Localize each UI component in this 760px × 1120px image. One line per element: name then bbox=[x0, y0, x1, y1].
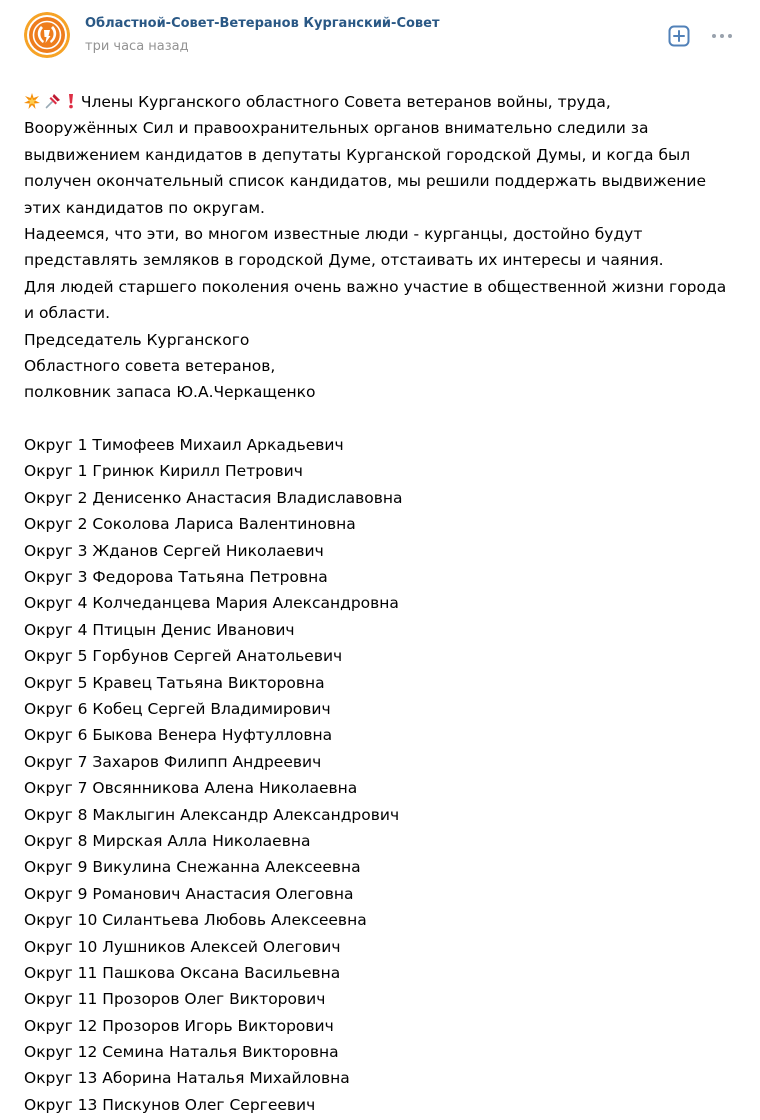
intro-line: Для людей старшего поколения очень важно участие в общественной жизни города bbox=[24, 277, 727, 296]
collision-emoji-icon bbox=[24, 91, 40, 117]
candidate-item: Округ 4 Колчеданцева Мария Александровна bbox=[24, 594, 399, 613]
blank-line bbox=[24, 406, 744, 432]
add-button[interactable] bbox=[667, 24, 691, 48]
candidate-item: Округ 12 Прозоров Игорь Викторович bbox=[24, 1016, 334, 1035]
candidate-item: Округ 1 Тимофеев Михаил Аркадьевич bbox=[24, 436, 344, 455]
signature-line: Областного совета ветеранов, bbox=[24, 356, 276, 375]
veterans-emblem-icon bbox=[24, 12, 70, 58]
author-name[interactable]: Областной-Совет-Ветеранов Курганский-Совет bbox=[85, 16, 440, 31]
intro-line: получен окончательный список кандидатов, мы решили поддержать выдвижение bbox=[24, 172, 706, 191]
signature-line: полковник запаса Ю.А.Черкащенко bbox=[24, 383, 316, 402]
candidate-item: Округ 11 Прозоров Олег Викторович bbox=[24, 990, 326, 1009]
candidate-item: Округ 9 Романович Анастасия Олеговна bbox=[24, 884, 354, 903]
candidate-item: Округ 2 Денисенко Анастасия Владиславовна bbox=[24, 488, 403, 507]
candidate-item: Округ 12 Семина Наталья Викторовна bbox=[24, 1043, 339, 1062]
candidate-item: Округ 3 Жданов Сергей Николаевич bbox=[24, 541, 324, 560]
more-button[interactable] bbox=[710, 24, 734, 48]
candidate-item: Округ 10 Силантьева Любовь Алексеевна bbox=[24, 911, 367, 930]
candidate-item: Округ 13 Аборина Наталья Михайловна bbox=[24, 1069, 350, 1088]
intro-text-0: Члены Курганского областного Совета ветеранов войны, труда, bbox=[80, 93, 611, 111]
post-header bbox=[0, 0, 760, 80]
candidate-item: Округ 11 Пашкова Оксана Васильевна bbox=[24, 963, 341, 982]
intro-line: Вооружённых Сил и правоохранительных органов внимательно следили за bbox=[24, 119, 649, 138]
candidate-item: Округ 2 Соколова Лариса Валентиновна bbox=[24, 515, 356, 534]
intro-line: этих кандидатов по округам. bbox=[24, 198, 265, 217]
candidate-item: Округ 4 Птицын Денис Иванович bbox=[24, 620, 295, 639]
avatar[interactable] bbox=[24, 12, 70, 58]
candidate-item: Округ 7 Овсянникова Алена Николаевна bbox=[24, 779, 358, 798]
candidate-item: Округ 6 Кобец Сергей Владимирович bbox=[24, 699, 331, 718]
plus-square-icon bbox=[667, 24, 691, 48]
post-text bbox=[24, 89, 744, 1118]
signature-line: Председатель Курганского bbox=[24, 330, 250, 349]
intro-line: выдвижением кандидатов в депутаты Курганской городской Думы, и когда был bbox=[24, 145, 691, 164]
intro-line-first bbox=[24, 89, 744, 115]
intro-line: представлять земляков в городской Думе, отстаивать их интересы и чаяния. bbox=[24, 251, 664, 270]
candidate-list bbox=[24, 432, 744, 1118]
candidate-item: Округ 5 Горбунов Сергей Анатольевич bbox=[24, 647, 343, 666]
intro-line: Надеемся, что эти, во многом известные люди - курганцы, достойно будут bbox=[24, 224, 643, 243]
candidate-item: Округ 13 Пискунов Олег Сергеевич bbox=[24, 1095, 316, 1114]
candidate-item: Округ 7 Захаров Филипп Андреевич bbox=[24, 752, 322, 771]
pushpin-emoji-icon bbox=[45, 91, 61, 117]
candidate-item: Округ 8 Маклыгин Александр Александрович bbox=[24, 805, 400, 824]
candidate-item: Округ 1 Гринюк Кирилл Петрович bbox=[24, 462, 303, 481]
candidate-item: Округ 3 Федорова Татьяна Петровна bbox=[24, 568, 328, 587]
post-time[interactable]: три часа назад bbox=[85, 39, 189, 54]
candidate-item: Округ 6 Быкова Венера Нуфтулловна bbox=[24, 726, 333, 745]
intro-line: и области. bbox=[24, 304, 110, 323]
exclamation-emoji-icon bbox=[66, 91, 76, 117]
candidate-item: Округ 10 Лушников Алексей Олегович bbox=[24, 937, 341, 956]
candidate-item: Округ 9 Викулина Снежанна Алексеевна bbox=[24, 858, 361, 877]
candidate-item: Округ 8 Мирская Алла Николаевна bbox=[24, 831, 311, 850]
candidate-item: Округ 5 Кравец Татьяна Викторовна bbox=[24, 673, 325, 692]
more-dots-icon bbox=[710, 24, 734, 48]
